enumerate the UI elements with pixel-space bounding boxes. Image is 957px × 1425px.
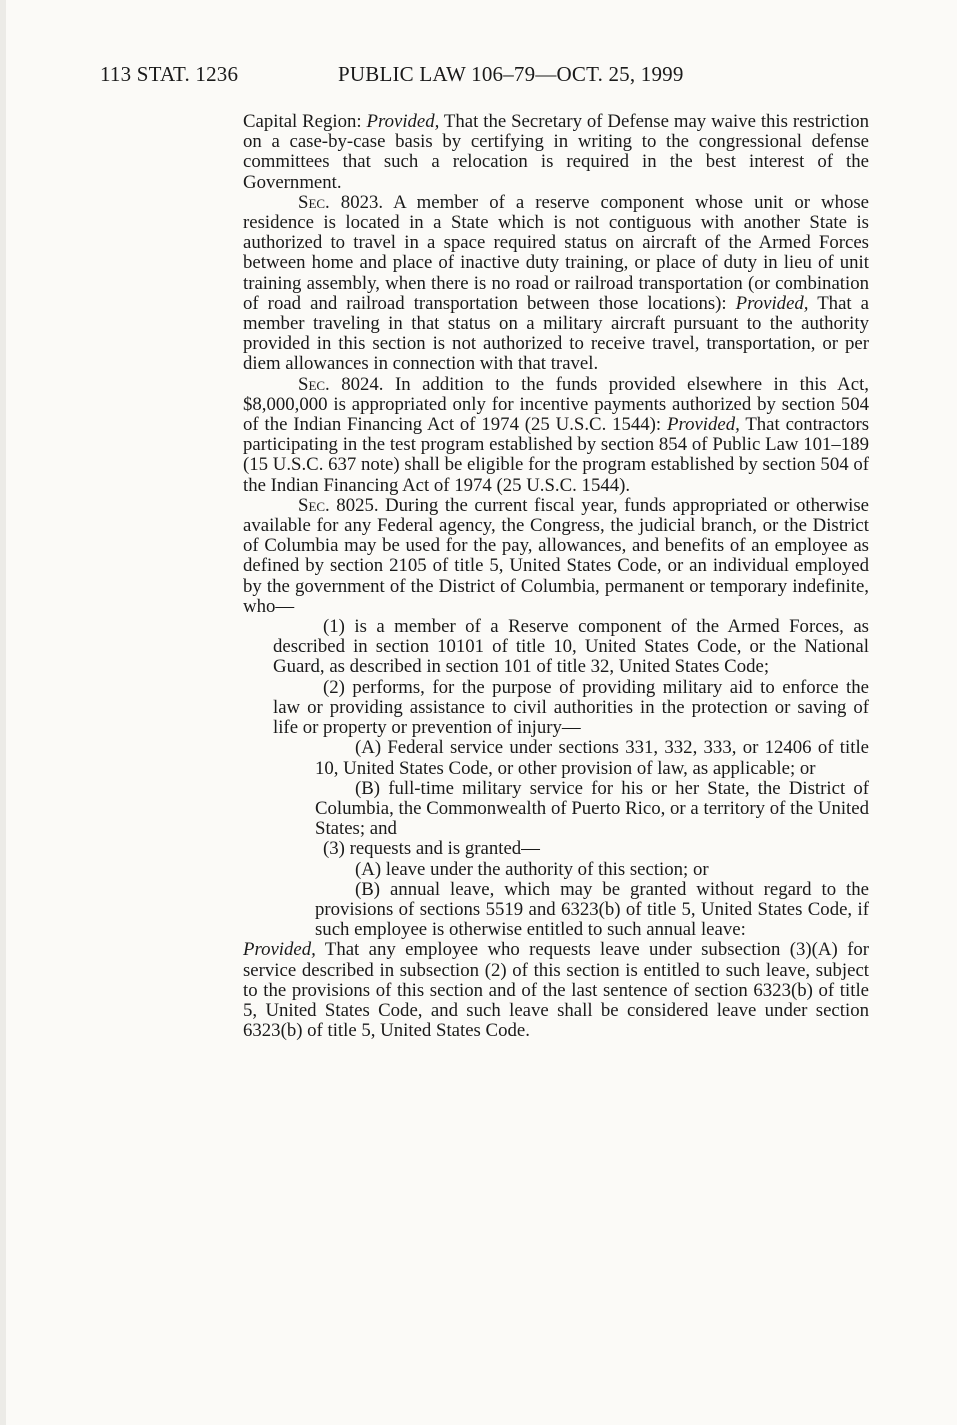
section-label: Sec. (298, 191, 330, 213)
clause-3b: (B) annual leave, which may be granted without regard to the provisions of sections 5519 and 6323(b) of title 5, United States Code, if such employee is otherwise entitled to such annual leave: (315, 878, 869, 941)
text-run: 8023. A member of a reserve component whose unit or whose residence is located in a State which is not contiguous with another State is authorized to travel in a space required status on aircraft of the Armed Forces between home and place of inactive duty training, or place of duty in lieu of unit training assembly, when there is no road or railroad transportation (or combination of road and railroad transportation between those locations): (243, 191, 869, 314)
clause-3a: (A) leave under the authority of this section; or (355, 858, 709, 880)
provided-clause-final (243, 940, 869, 1041)
section-8024 (243, 375, 869, 496)
provided-italic: Provided, (735, 292, 809, 314)
clause-1: (1) is a member of a Reserve component of the Armed Forces, as described in section 10101 of title 10, United States Code, or the National Guard, as described in section 101 of title 32, United States Code; (273, 616, 869, 678)
document-body (243, 112, 869, 1041)
page-edge (0, 0, 6, 1425)
text-run: 8024. In addition to the funds provided elsewhere in this Act, $8,000,000 is appropriated only for incentive payments authorized by section 504 of the Indian Financing Act of 1974 (25 U.S.C. 1544): (243, 373, 869, 436)
statute-page-number: 113 STAT. 1236 (100, 62, 239, 86)
provided-italic: Provided, (243, 939, 316, 961)
public-law-citation: PUBLIC LAW 106–79—OCT. 25, 1999 (338, 62, 684, 86)
text-run: That a member traveling in that status on a military aircraft pursuant to the authority provided in this section is not authorized to receive travel, transportation, or per diem allowances in connection with that travel. (243, 292, 869, 375)
text-run: That any employee who requests leave under subsection (3)(A) for service described in subsection (2) of this section is entitled to such leave, subject to the provisions of this section and of the last sentence of section 6323(b) of title 5, United States Code, and such leave shall be considered leave under section 6323(b) of title 5, United States Code. (243, 939, 869, 1042)
text-run: 8025. During the current fiscal year, funds appropriated or otherwise available for any Federal agency, the Congress, the judicial branch, or the District of Columbia may be used for the pay, allowances, and benefits of an employee as defined by section 2105 of title 5, United States Code, or an individual employed by the government of the District of Columbia, permanent or temporary indefinite, who— (243, 494, 869, 617)
text-run: Capital Region: (243, 111, 367, 132)
section-8025 (243, 496, 869, 617)
section-label: Sec. (298, 494, 330, 516)
clause-3: (3) requests and is granted— (323, 838, 540, 860)
clause-2b: (B) full-time military service for his or her State, the District of Columbia, the Commonwealth of Puerto Rico, or a territory of the United States; and (315, 777, 869, 840)
provided-italic: Provided, (666, 414, 740, 436)
section-label: Sec. (298, 373, 330, 395)
text-run: That contractors participating in the test program established by section 854 of Public Law 101–189 (15 U.S.C. 637 note) shall be eligible for the program established by section 504 of the Indian Financing Act of 1974 (25 U.S.C. 1544). (243, 414, 870, 496)
section-8023 (243, 193, 869, 375)
clause-2a: (A) Federal service under sections 331, 332, 333, or 12406 of title 10, United States Code, or other provision of law, as applicable; or (315, 737, 869, 779)
clause-2: (2) performs, for the purpose of providing military aid to enforce the law or providing assistance to civil authorities in the protection or saving of life or property or prevention of injury— (273, 676, 869, 739)
paragraph-capital-region (243, 112, 869, 193)
provided-italic: Provided, (366, 111, 440, 132)
text-run: That the Secretary of Defense may waive this restriction on a case-by-case basis by certifying in writing to the congressional defense committees that such a relocation is required in the best interest of the Government. (243, 111, 869, 193)
